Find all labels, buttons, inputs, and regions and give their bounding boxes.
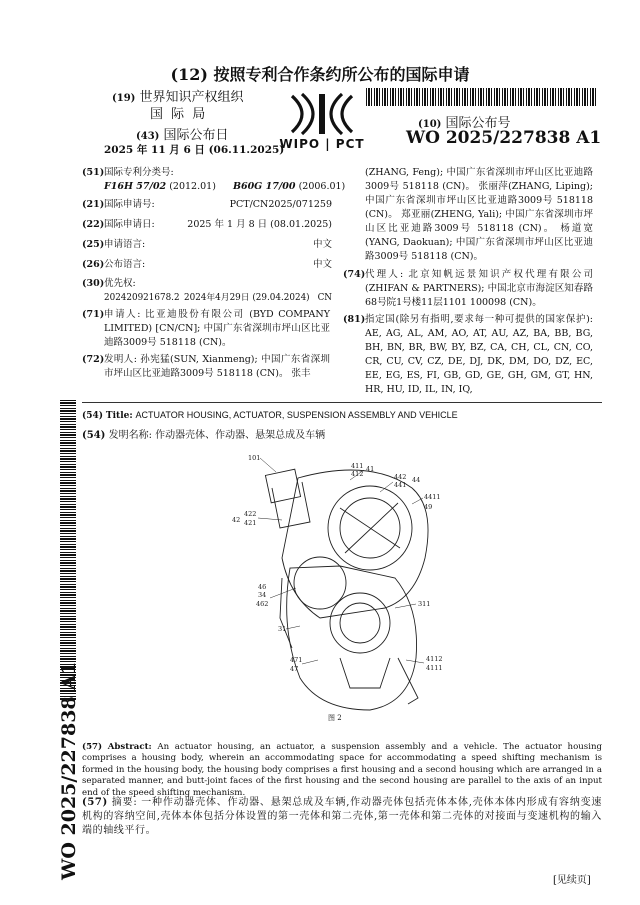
label-49: 49 — [424, 503, 433, 511]
app-no-value: PCT/CN2025/071259 — [229, 199, 332, 210]
pub-date-code: (43) — [136, 131, 160, 142]
label-34: 34 — [258, 591, 267, 599]
applicant-code: (71) — [82, 309, 105, 320]
filing-lang-value: 中文 — [312, 239, 332, 250]
agent-text: 代理人: 北京知帆远景知识产权代理有限公司 (ZHIFAN & PARTNERS); 中国北京市海淀区知春路68号院1号楼11层1101 100098 (CN)。 — [365, 269, 593, 308]
inventor-continued: (ZHANG, Feng); 中国广东省深圳市坪山区比亚迪路3009号 518118 (CN)。 张丽萍(ZHANG, Liping); 中国广东省深圳市坪山区比亚迪路3009号 518118 (CN)。 郑亚丽(ZHENG, Yali); 中国广东省深圳市坪山区比亚迪路3009号 518118 (CN)。 杨道宽(YANG, Daokuan); 中国广东省深圳市坪山区比亚迪路3009号 518118 (CN)。 — [365, 167, 593, 262]
applicant-text: 申请人: 比亚迪股份有限公司 (BYD COMPANY LIMITED) [CN/CN]; 中国广东省深圳市坪山区比亚迪路3009号 518118 (CN)。 — [104, 309, 330, 348]
agent-section — [343, 268, 593, 310]
priority-data — [104, 291, 332, 305]
label-421: 421 — [244, 519, 257, 527]
pub-date-label-text: 国际公布日 — [163, 128, 229, 143]
pub-no-code: (10) — [418, 119, 442, 130]
label-31: 31 — [278, 625, 287, 633]
separator-line — [82, 402, 602, 403]
label-422: 422 — [244, 510, 257, 518]
label-101: 101 — [248, 454, 261, 462]
title-zh-value: 作动器壳体、作动器、悬架总成及车辆 — [155, 430, 326, 441]
abstract-zh-text: 一种作动器壳体、作动器、悬架总成及车辆,作动器壳体包括壳体本体,壳体本体内形成有容纳变速机构的容纳空间,壳体本体包括分体设置的第一壳体和第二壳体,第一壳体和第二壳体的对接面与变速机构的输入端的轴线平行。 — [82, 797, 602, 836]
app-no-label: 国际申请号: — [104, 199, 155, 210]
filing-value: 2025 年 1 月 8 日 (08.01.2025) — [187, 219, 332, 230]
label-471: 471 — [290, 656, 303, 664]
label-311: 311 — [418, 600, 431, 608]
pub-date-label — [136, 124, 229, 143]
states-code: (81) — [343, 314, 366, 325]
abstract-en-text: An actuator housing, an actuator, a suspension assembly and a vehicle. The actuator housing comprises a housing body, wherein an accommodating space for accommodating a speed shifting mechanism is formed in the housing body, the housing body comprises a first housing and a second housing which are arranged in a separated manner, and butt-joint faces of the first housing and the second housing are parallel to the axis of an input end of the speed shifting mechanism. — [82, 742, 602, 798]
label-4411: 4411 — [424, 493, 441, 501]
abstract-zh-label: 摘要: — [111, 797, 138, 808]
org-line-1: 世界知识产权组织 — [139, 90, 244, 105]
ipc-2-date: (2006.01) — [298, 181, 346, 192]
application-number — [82, 198, 332, 212]
abstract-zh — [82, 796, 602, 838]
app-no-code: (21) — [82, 199, 105, 210]
label-47: 47 — [290, 665, 299, 673]
title-en-label: Title: — [105, 411, 133, 421]
ipc-label: 国际专利分类号: — [104, 167, 174, 178]
figure-caption: 图 2 — [328, 714, 342, 722]
label-411: 411 — [351, 462, 364, 470]
title-zh — [82, 429, 602, 443]
label-412: 412 — [351, 470, 364, 478]
states-text: 指定国(除另有指明,要求每一种可提供的国家保护): AE, AG, AL, AM, AO, AT, AU, AZ, BA, BB, BG, BH, BN, BR, BW, BY, BZ, CA, CH, CL, CN, CO, CR, CU, CV, CZ, DE, DJ, DK, DM, DO, DZ, EC, EE, EG, ES, FI, GB, GD, GE, GH, GM, GT, HN, HR, HU, ID, IL, IN, IQ, — [365, 314, 593, 395]
priority-section — [82, 277, 332, 291]
publication-language — [82, 258, 332, 272]
abstract-en-code: (57) — [82, 742, 103, 752]
label-41: 41 — [366, 465, 375, 473]
label-441: 441 — [394, 481, 407, 489]
filing-language — [82, 238, 332, 252]
abstract-en — [82, 742, 602, 799]
designated-states-section — [343, 313, 593, 397]
org-bureau: 国 际 局 — [150, 107, 208, 122]
priority-date: 2024年4月29日 (29.04.2024) — [184, 293, 310, 303]
inventor-text: 发明人: 孙宪猛(SUN, Xianmeng); 中国广东省深圳市坪山区比亚迪路3009号 518118 (CN)。 张丰 — [104, 354, 330, 379]
pub-date-value: 2025 年 11 月 6 日 (06.11.2025) — [104, 144, 285, 156]
inventor-code: (72) — [82, 354, 105, 365]
priority-code: (30) — [82, 278, 105, 289]
patent-drawing — [220, 448, 460, 728]
applicant-section — [82, 308, 332, 350]
filing-lang-code: (25) — [82, 239, 105, 250]
inventor-section — [82, 353, 332, 381]
title-en-code: (54) — [82, 411, 104, 421]
title-en — [82, 408, 602, 423]
wipo-logo — [272, 86, 372, 156]
continued-marker: [见续页] — [553, 875, 591, 886]
ipc-code: (51) — [82, 167, 105, 178]
wipo-pct-text: WIPO | PCT — [279, 137, 365, 151]
filing-code: (22) — [82, 219, 105, 230]
document-title: (12) 按照专利合作条约所公布的国际申请 — [170, 65, 470, 84]
title-en-value: ACTUATOR HOUSING, ACTUATOR, SUSPENSION ASSEMBLY AND VEHICLE — [135, 410, 458, 420]
org-code: (19) — [112, 93, 136, 104]
vertical-publication-number: WO 2025/227838 A1 — [58, 661, 80, 880]
ipc-1-date: (2012.01) — [169, 181, 216, 192]
filing-date — [82, 218, 332, 232]
priority-label: 优先权: — [104, 278, 136, 289]
ipc-2: B60G 17/00 — [232, 181, 296, 192]
ipc-section — [82, 166, 332, 180]
priority-number: 202420921678.2 — [104, 293, 180, 303]
title-zh-code: (54) — [82, 430, 106, 441]
label-442: 442 — [394, 473, 407, 481]
pub-lang-label: 公布语言: — [104, 259, 146, 270]
side-barcode — [60, 400, 76, 700]
label-42: 42 — [232, 516, 241, 524]
header-barcode — [366, 88, 598, 106]
label-462: 462 — [256, 600, 269, 608]
filing-label: 国际申请日: — [104, 219, 155, 230]
title-zh-label: 发明名称: — [108, 430, 152, 441]
label-4112: 4112 — [426, 655, 443, 663]
agent-code: (74) — [343, 269, 366, 280]
abstract-zh-code: (57) — [82, 797, 108, 808]
ipc-1: F16H 57/02 — [104, 181, 167, 192]
actuator-drawing-icon — [220, 448, 460, 728]
filing-lang-label: 申请语言: — [104, 239, 146, 250]
ipc-values — [104, 180, 354, 194]
pub-lang-value: 中文 — [312, 259, 332, 270]
pub-lang-code: (26) — [82, 259, 105, 270]
abstract-en-label: Abstract: — [107, 742, 152, 752]
label-4111: 4111 — [426, 664, 443, 672]
priority-country: CN — [317, 293, 332, 303]
publication-number: WO 2025/227838 A1 — [406, 128, 602, 148]
label-46: 46 — [258, 583, 267, 591]
label-44: 44 — [412, 476, 421, 484]
pub-no-label-text: 国际公布号 — [445, 116, 511, 131]
